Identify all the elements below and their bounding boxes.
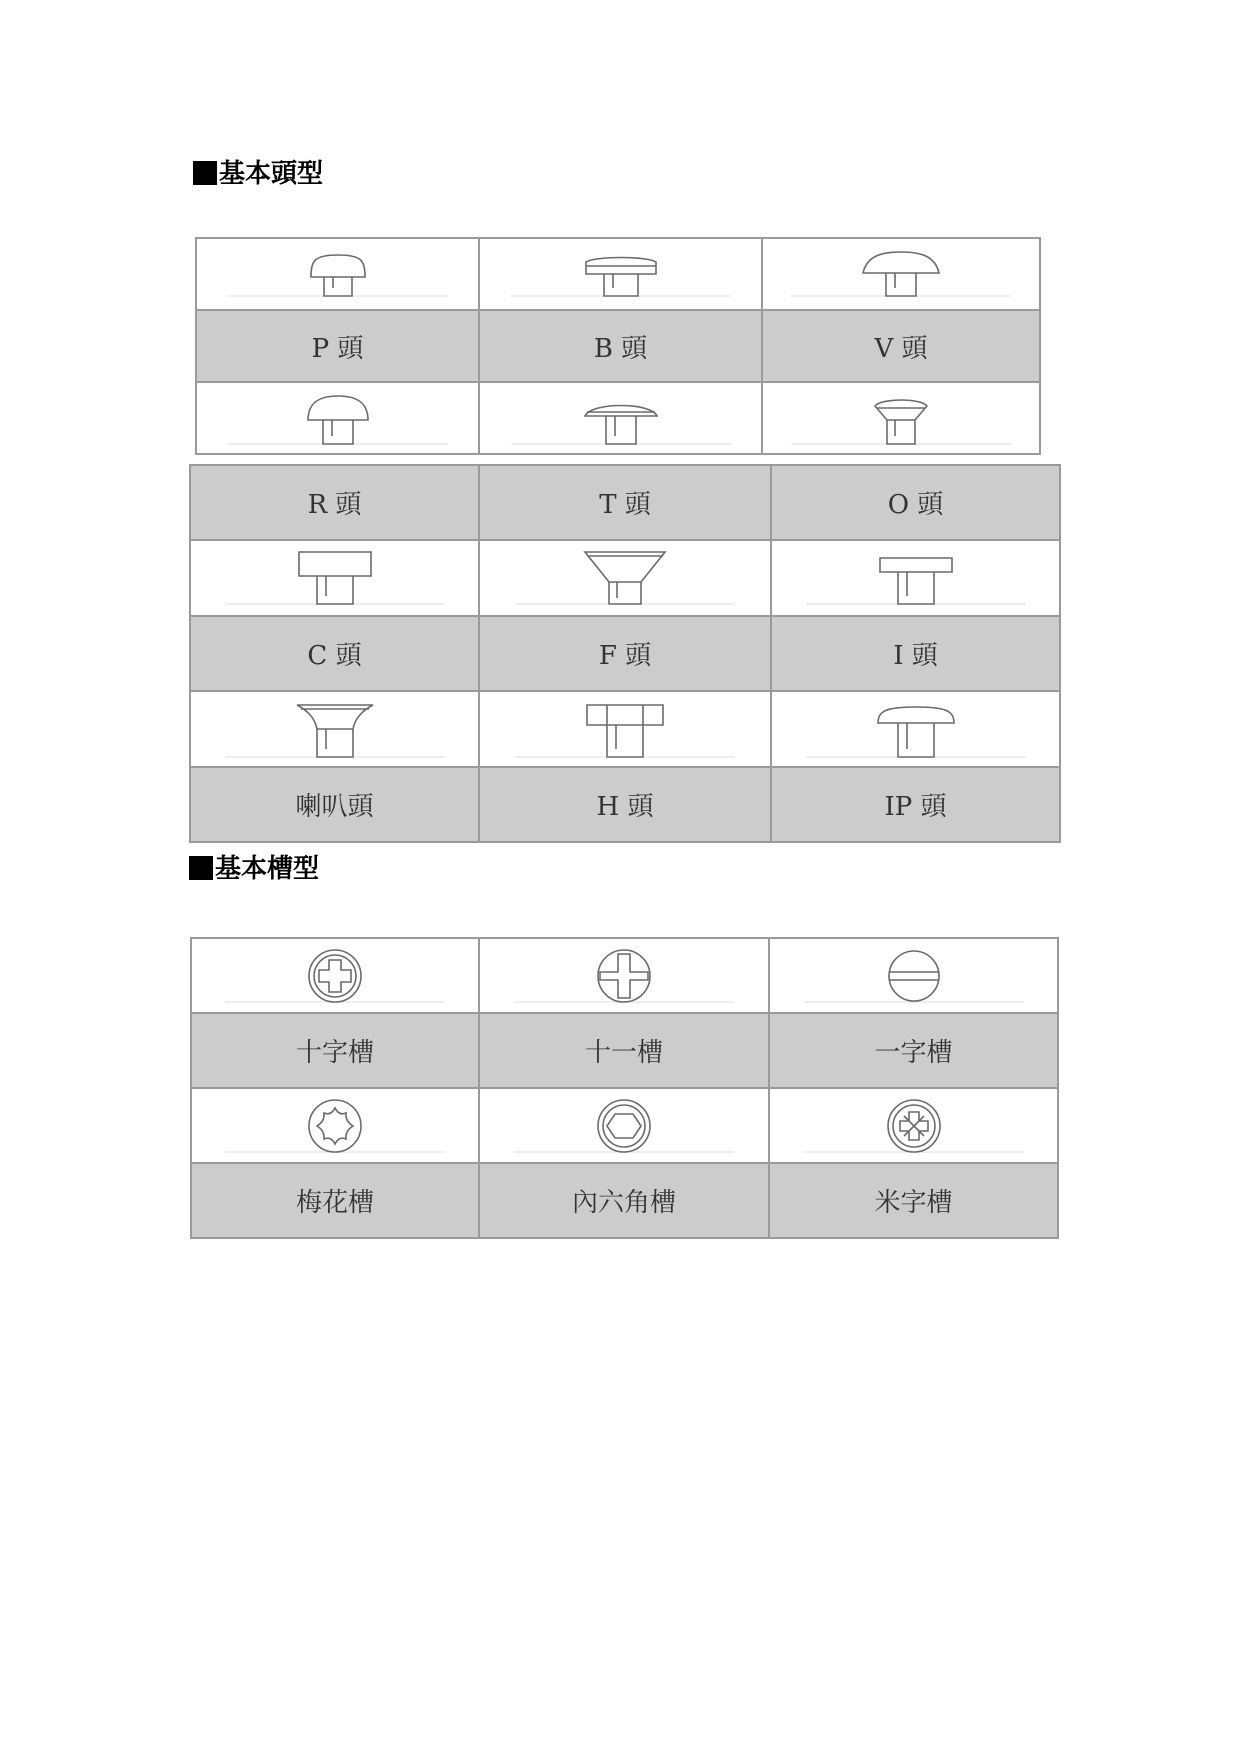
slot-types-table <box>190 937 1059 1239</box>
table-row <box>191 1163 1058 1238</box>
table-row <box>196 238 1040 310</box>
cross-slot-icon <box>191 938 479 1013</box>
head-label-t: T 頭 <box>479 465 771 540</box>
table-row <box>191 1088 1058 1163</box>
ip-head-icon <box>771 691 1060 767</box>
head-label-c: C 頭 <box>190 616 479 691</box>
head-label-h: H 頭 <box>479 767 771 842</box>
slotted-icon <box>769 938 1058 1013</box>
head-label-p: P 頭 <box>196 310 479 382</box>
v-head-icon <box>762 238 1040 310</box>
slots-section-title <box>189 848 319 885</box>
i-head-icon <box>771 540 1060 616</box>
slot-label-pozi: 米字槽 <box>769 1163 1058 1238</box>
o-head-icon <box>762 382 1040 454</box>
f-head-icon <box>479 540 771 616</box>
trumpet-head-icon <box>190 691 479 767</box>
slot-label-slotted: 一字槽 <box>769 1013 1058 1088</box>
table-row <box>190 540 1060 616</box>
head-types-table-top <box>195 237 1041 455</box>
head-label-ip: IP 頭 <box>771 767 1060 842</box>
table-row <box>190 767 1060 842</box>
table-row <box>196 310 1040 382</box>
head-label-v: V 頭 <box>762 310 1040 382</box>
table-row <box>191 938 1058 1013</box>
combo-slot-icon <box>479 938 769 1013</box>
slot-label-combo: 十一槽 <box>479 1013 769 1088</box>
head-types-table-bottom <box>189 464 1061 843</box>
p-head-icon <box>196 238 479 310</box>
torx-slot-icon <box>191 1088 479 1163</box>
table-row <box>190 616 1060 691</box>
hex-socket-icon <box>479 1088 769 1163</box>
heads-section-title <box>193 153 323 190</box>
table-row <box>191 1013 1058 1088</box>
b-head-icon <box>479 238 762 310</box>
c-head-icon <box>190 540 479 616</box>
r-head-icon <box>196 382 479 454</box>
head-label-r: R 頭 <box>190 465 479 540</box>
t-head-icon <box>479 382 762 454</box>
heads-section-title-text: 基本頭型 <box>219 159 324 189</box>
black-square-icon <box>189 856 213 880</box>
table-row <box>196 382 1040 454</box>
slot-label-hex: 內六角槽 <box>479 1163 769 1238</box>
pozi-slot-icon <box>769 1088 1058 1163</box>
head-label-i: I 頭 <box>771 616 1060 691</box>
head-label-o: O 頭 <box>771 465 1060 540</box>
slots-section-title-text: 基本槽型 <box>215 854 320 884</box>
h-head-icon <box>479 691 771 767</box>
table-row <box>190 465 1060 540</box>
head-label-trumpet: 喇叭頭 <box>190 767 479 842</box>
head-label-f: F 頭 <box>479 616 771 691</box>
slot-label-torx: 梅花槽 <box>191 1163 479 1238</box>
slot-label-cross: 十字槽 <box>191 1013 479 1088</box>
head-label-b: B 頭 <box>479 310 762 382</box>
table-row <box>190 691 1060 767</box>
black-square-icon <box>193 161 217 185</box>
